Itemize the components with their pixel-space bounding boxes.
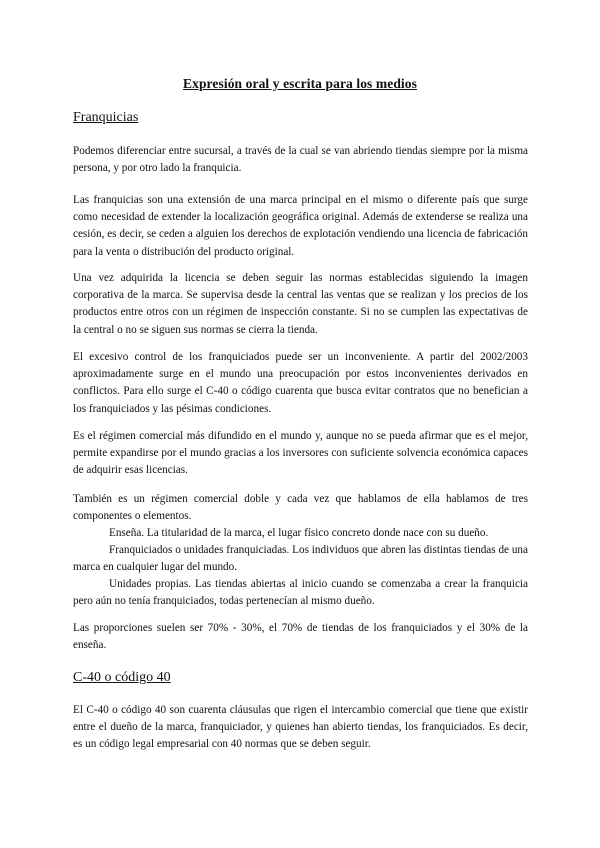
section-heading-c40: C-40 o código 40	[73, 670, 171, 685]
list-item-franquiciados: Franquiciados o unidades franquiciadas. Los individuos que abren las distintas tiendas de una marca en cualquier lugar del mundo.	[73, 544, 528, 574]
list-item-unidades-propias: Unidades propias. Las tiendas abiertas al inicio cuando se comenzaba a crear la franquicia pero aún no tenía franquiciados, todas pertenecían al mismo dueño.	[73, 578, 528, 608]
paragraph-regimen: Es el régimen comercial más difundido en el mundo y, aunque no se pueda afirmar que es el mejor, permite expandirse por el mundo gracias a los inversores con suficiente solvencia económica capaces de adquirir esas licencias.	[73, 430, 528, 477]
paragraph-licencia: Una vez adquirida la licencia se deben seguir las normas establecidas siguiendo la imagen corporativa de la marca. Se supervisa desde la central las ventas que se realizan y los precios de los productos entre otros con un régimen de inspección constante. Si no se cumplen las expectativas de la central o no se siguen sus normas se cierra la tienda.	[73, 272, 528, 336]
paragraph-sucursal: Podemos diferenciar entre sucursal, a través de la cual se van abriendo tiendas siempre por la misma persona, y por otro lado la franquicia.	[73, 145, 528, 175]
paragraph-c40: El C-40 o código 40 son cuarenta cláusulas que rigen el intercambio comercial que tiene que existir entre el dueño de la marca, franquiciador, y quienes han abierto tiendas, los franquiciados. Es decir, es un código legal empresarial con 40 normas que se deben seguir.	[73, 704, 528, 751]
paragraph-componentes: También es un régimen comercial doble y cada vez que hablamos de ella hablamos de tres componentes o elementos.	[73, 493, 528, 523]
paragraph-control: El excesivo control de los franquiciados puede ser un inconveniente. A partir del 2002/2003 aproximadamente surge en el mundo una preocupación por estos inconvenientes derivados en conflictos. Para ello surge el C-40 o código cuarenta que busca evitar contratos que no benefician a los franquiciados y las pésimas condiciones.	[73, 351, 528, 415]
document-title: Expresión oral y escrita para los medios	[183, 76, 417, 91]
paragraph-extension: Las franquicias son una extensión de una marca principal en el mismo o diferente país que surge como necesidad de extender la localización geográfica original. Además de extenderse se realiza una cesión, es decir, se ceden a alguien los derechos de explotación vendiendo una licencia de fabricación para la venta o distribución del producto original.	[73, 194, 528, 258]
paragraph-proporciones: Las proporciones suelen ser 70% - 30%, el 70% de tiendas de los franquiciados y el 30% de la enseña.	[73, 622, 528, 652]
section-heading-franquicias: Franquicias	[73, 110, 139, 125]
list-item-ensena: Enseña. La titularidad de la marca, el lugar físico concreto donde nace con su dueño.	[109, 527, 489, 539]
